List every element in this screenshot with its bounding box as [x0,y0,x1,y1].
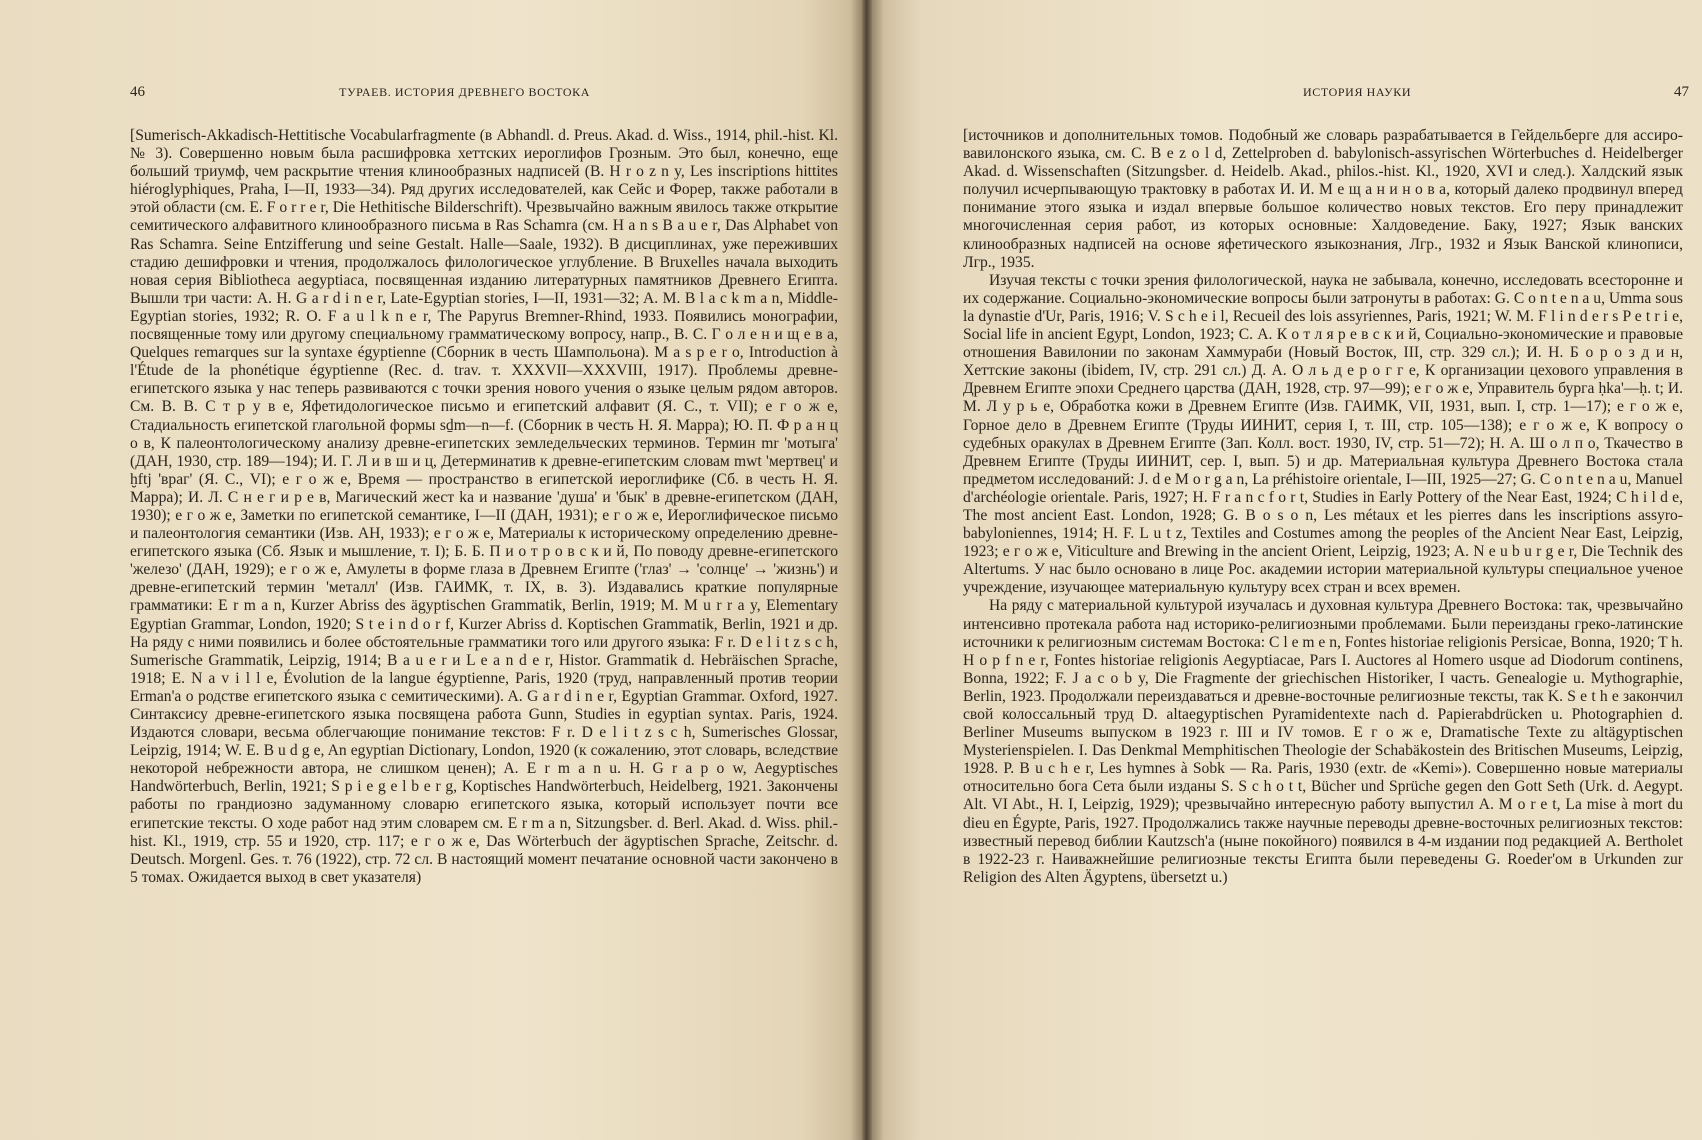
page-shadow [850,0,862,1140]
left-running-head [130,84,590,101]
running-title: ИСТОРИЯ НАУКИ [1303,85,1412,99]
running-title: ТУРАЕВ. ИСТОРИЯ ДРЕВНЕГО ВОСТОКА [339,85,590,99]
left-body-text [130,127,838,887]
paragraph: [источников и дополнительных томов. Подобный же словарь разрабатывается в Гейдельберге для ассиро-вавилонского языка, см. C. B e z o l d, Zettelproben d. babylonisch-assyrischen Wörterbuches d. Heidelberger Akad. d. Wissenschaften (Sitzungsber. d. Heidelb. Akad., philos.-hist. Kl., 1920, XVI и след.). Халдский язык получил исчерпывающую трактовку в работах И. И. М е щ а н и н о в а, который далеко продвинул вперед понимание этого языка и издал впервые большое количество новых текстов. Его перу принадлежит многочисленная серия работ, из которых основные: Халдоведение. Баку, 1927; Язык ванских клинообразных надписей на основе яфетического языкознания, Лгр., 1932 и Язык Ванской клинописи, Лгр., 1935. [963,127,1683,271]
book-gutter [862,0,872,1140]
paragraph: Изучая тексты с точки зрения филологической, наука не забывала, конечно, исследовать всесторонне и их содержание. Социально-экономические вопросы были затронуты в работах: G. C o n t e n a u, Umma sous la dynastie d'Ur, Paris, 1916; V. S c h e i l, Recueil des lois assyriennes, Paris, 1921; W. M. F l i n d e r s P e t r i e, Social life in ancient Egypt, London, 1923; С. А. К о т л я р е в с к и й, Социально-экономические и правовые отношения Вавилонии по законам Хаммураби (Новый Восток, III, стр. 329 сл.); И. Н. Б о р о з д и н, Хеттские законы (ibidem, IV, стр. 291 сл.) Д. А. О л ь д е р о г г е, К организации цехового управления в Древнем Египте эпохи Среднего царства (ДАН, 1928, стр. 97—99); е г о ж е, Управитель бурга ḥka'—ḥ. t; И. М. Л у р ь е, Обработка кожи в Древнем Египте (Изв. ГАИМК, VII, 1931, вып. I, стр. 1—17); е г о ж е, Горное дело в Древнем Египте (Труды ИИНИТ, серия I, т. III, стр. 105—138); е г о ж е, К вопросу о судебных оракулах в Древнем Египте (Зап. Колл. вост. 1930, IV, стр. 51—72); Н. А. Ш о л п о, Ткачество в Древнем Египте (Труды ИИНИТ, сер. I, вып. 5) и др. Материальная культура Древнего Востока стала предметом исследований: J. d e M o r g a n, La préhistoire orientale, I—III, 1925—27; G. C o n t e n a u, Manuel d'archéologie orientale. Paris, 1927; H. F r a n c f o r t, Studies in Early Pottery of the Near East, 1924; C h i l d e, The most ancient East. London, 1928; G. B o s o n, Les métaux et les pierres dans les inscriptions assyro-babyloniennes, 1914; H. F. L u t z, Textiles and Costumes among the peoples of the Ancient Near East, Leipzig, 1923; е г о ж е, Viticulture and Brewing in the ancient Orient, Leipzig, 1923; A. N e u b u r g e r, Die Technik des Altertums. У нас было основано в лице Рос. академии истории материальной культуры специальное ученое учреждение, изучающее материальную культуру всех стран и всех времен. [963,271,1683,597]
right-body-text [963,127,1683,887]
page-shadow [872,0,884,1140]
right-running-head [963,84,1689,101]
right-page [872,0,1702,1140]
paragraph: [Sumerisch-Akkadisch-Hettitische Vocabularfragmente (в Abhandl. d. Preus. Akad. d. Wiss., 1914, phil.-hist. Kl. № 3). Совершенно новым была расшифровка хеттских иероглифов Грозным. Это был, конечно, еще больший триумф, чем раскрытие чтения клинообразных надписей (B. H r o z n y, Les inscriptions hittites hiéroglyphiques, Praha, I—II, 1933—34). Ряд других исследователей, как Сейс и Форер, также работали в этой области (см. E. F o r r e r, Die Hethitische Bilderschrift). Чрезвычайно важным явилось также открытие семитического алфавитного клинообразного письма в Ras Schamra (см. H a n s B a u e r, Das Alphabet von Ras Schamra. Seine Entzifferung und seine Gestalt. Halle—Saale, 1932). В дисциплинах, уже переживших стадию дешифровки и чтения, продолжалось филологическое углубление. В Bruxelles начала выходить новая серия Bibliotheca aegyptiaca, посвященная изданию литературных памятников Древнего Египта. Вышли три части: A. H. G a r d i n e r, Late-Egyptian stories, I—II, 1931—32; A. M. B l a c k m a n, Middle-Egyptian stories, 1932; R. O. F a u l k n e r, The Papyrus Bremner-Rhind, 1933. Появились монографии, посвященные тому или другому специальному грамматическому вопросу, напр., В. С. Г о л е н и щ е в а, Quelques remarques sur la syntaxe égyptienne (Сборник в честь Шампольона). M a s p e r o, Introduction à l'Étude de la phonétique égyptienne (Rec. d. trav. т. XXXVII—XXXVIII, 1917). Проблемы древне-египетского языка у нас теперь развиваются с точки зрения нового учения о языке целым рядом авторов. См. В. В. С т р у в е, Яфетидологическое письмо и египетский алфавит (Я. С., т. VII); е г о ж е, Стадиальность египетской глагольной формы sḏm—n—f. (Сборник в честь Н. Я. Марра); Ю. П. Ф р а н ц о в, К палеонтологическому анализу древне-египетских земледельческих терминов. Термин mr 'мотыга' (ДАН, 1930, стр. 189—194); И. Г. Л и в ш и ц, Детерминатив к древне-египетским словам mwt 'мертвец' и ḫftj 'враг' (Я. С., VI); е г о ж е, Время — пространство в египетской иероглифике (Сб. в честь Н. Я. Марра); И. Л. С н е г и р е в, Магический жест ka и название 'душа' и 'бык' в древне-египетском (ДАН, 1930); е г о ж е, Заметки по египетской семантике, I—II (ДАН, 1931); е г о ж е, Иероглифическое письмо и палеонтология семантики (Изв. АН, 1933); е г о ж е, Материалы к историческому определению древне-египетского языка (Сб. Язык и мышление, т. I); Б. Б. П и о т р о в с к и й, По поводу древне-египетского 'железо' (ДАН, 1929); е г о ж е, Амулеты в форме глаза в Древнем Египте ('глаз' → 'солнце' → 'жизнь') и древне-египетский термин 'металл' (Изв. ГАИМК, т. IX, в. 3). Издавались краткие популярные грамматики: E r m a n, Kurzer Abriss des ägyptischen Grammatik, Berlin, 1919; M. M u r r a y, Elementary Egyptian Grammar, London, 1920; S t e i n d o r f, Kurzer Abriss d. Koptischen Grammatik, Berlin, 1921 и др. На ряду с ними появились и более обстоятельные грамматики того или другого языка: F r. D e l i t z s c h, Sumerische Grammatik, Leipzig, 1914; B a u e r и L e a n d e r, Histor. Grammatik d. Hebräischen Sprache, 1918; E. N a v i l l e, Évolution de la langue égyptienne, Paris, 1920 (труд, направленный против теории Erman'a о родстве египетского языка с семитическими). A. G a r d i n e r, Egyptian Grammar. Oxford, 1927. Синтаксису древне-египетского языка посвящена работа Gunn, Studies in egyptian syntax. Paris, 1924. Издаются словари, весьма облегчающие понимание текстов: F r. D e l i t z s c h, Sumerisches Glossar, Leipzig, 1914; W. E. B u d g e, An egyptian Dictionary, London, 1920 (к сожалению, этот словарь, вследствие некоторой небрежности автора, не слишком ценен); A. E r m a n u. H. G r a p o w, Aegyptisches Handwörterbuch, Berlin, 1921; S p i e g e l b e r g, Koptisches Handwörterbuch, Heidelberg, 1921. Закончены работы по грандиозно задуманному словарю египетского языка, который использует почти все египетские тексты. О ходе работ над этим словарем см. E r m a n, Sitzungsber. d. Berl. Akad. d. Wiss. phil.-hist. Kl., 1919, стр. 55 и 1920, стр. 117; е г о ж е, Das Wörterbuch der ägyptischen Sprache, Zeitschr. d. Deutsch. Morgenl. Ges. т. 76 (1922), стр. 72 сл. В настоящий момент печатание основной части закончено в 5 томах. Ожидается выход в свет указателя) [130,127,838,886]
page-number: 46 [130,84,145,100]
page-number: 47 [1674,84,1689,100]
paragraph: На ряду с материальной культурой изучалась и духовная культура Древнего Востока: так, чрезвычайно интенсивно протекала работа над историко-религиозными проблемами. Были переизданы греко-латинские источники к религиозным системам Востока: C l e m e n, Fontes historiae religionis Persicae, Bonna, 1920; T h. H o p f n e r, Fontes historiae religionis Aegyptiacae, Pars I. Auctores al Homero usque ad Diodorum continens, Bonna, 1922; F. J a c o b y, Die Fragmente der griechischen Historiker, I часть. Genealogie u. Mythographie, Berlin, 1923. Продолжали переиздаваться и древне-восточные религиозные тексты, так K. S e t h e закончил свой колоссальный труд D. altaegyptischen Pyramidentexte nach d. Papierabdrücken u. Photographien d. Berliner Museums выпуском в 1923 г. III и IV томов. Е г о ж е, Dramatische Texte zu altägyptischen Mysterienspielen. I. Das Denkmal Memphitischen Theologie der Schabäkostein des Britischen Museums, Leipzig, 1928. P. B u c h e r, Les hymnes à Sobk — Ra. Paris, 1930 (extr. de «Kemi»). Совершенно новые материалы относительно бога Сета были изданы S. S c h o t t, Bücher und Sprüche gegen den Gott Seth (Urk. d. Aegypt. Alt. VI Abt., H. I, Leipzig, 1929); чрезвычайно интересную работу выпустил A. M o r e t, La mise à mort du dieu en Égypte, Paris, 1927. Продолжались также научные переводы древне-восточных религиозных текстов: известный перевод библии Kautzsch'a (ныне покойного) появился в 4-м издании под редакцией A. Bertholet в 1922-23 г. Наиважнейшие религиозные тексты Египта были переведены G. Roeder'ом в Urkunden zur Religion des Alten Ägyptens, übersetzt u.) [963,597,1683,886]
